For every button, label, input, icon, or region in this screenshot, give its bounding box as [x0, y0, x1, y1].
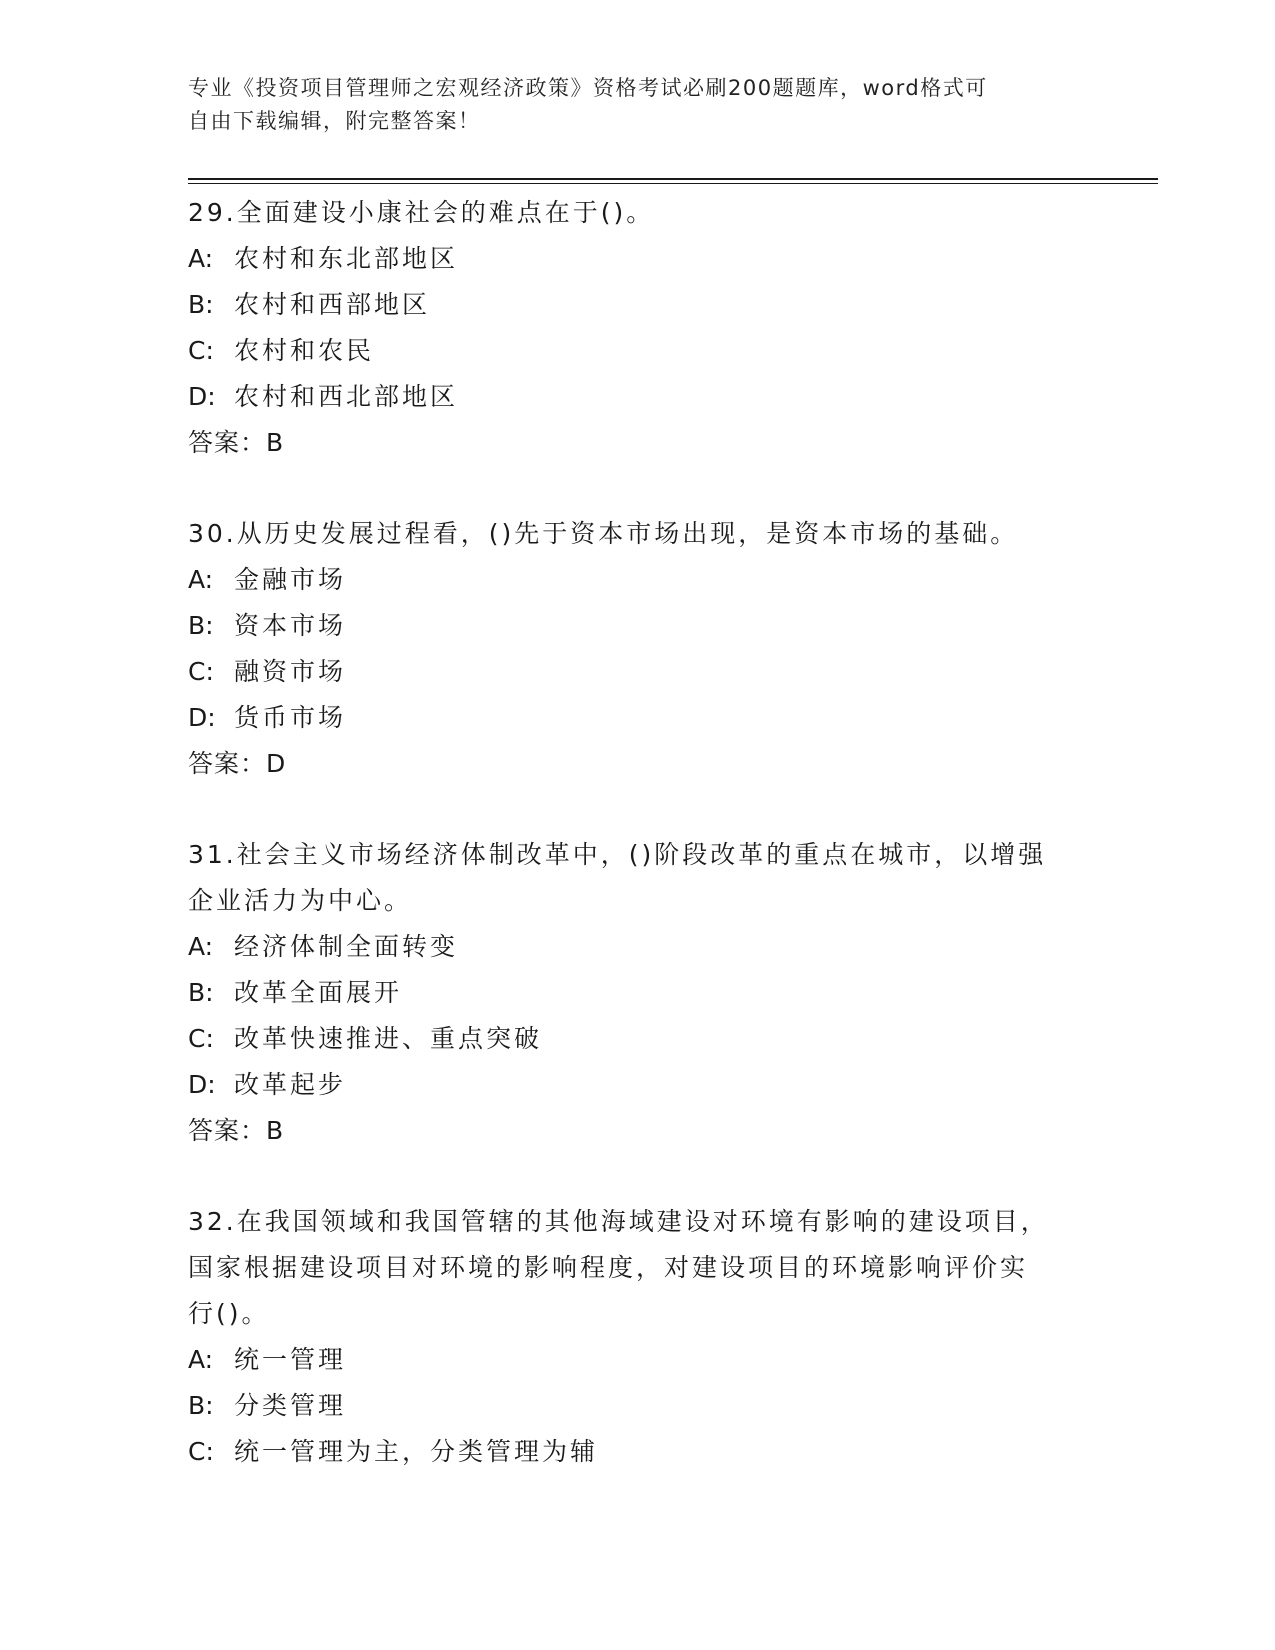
- option-d: [188, 1062, 1088, 1108]
- option-c: [188, 1429, 1088, 1475]
- option-a: [188, 1337, 1088, 1383]
- option-text: 改革快速推进、重点突破: [234, 1024, 543, 1053]
- question-list: [188, 190, 1088, 1475]
- option-text: 经济体制全面转变: [234, 932, 459, 961]
- question-stem-line: 29.全面建设小康社会的难点在于()。: [188, 198, 655, 227]
- option-letter: C:: [188, 1437, 214, 1466]
- option-b: [188, 603, 1088, 649]
- option-letter: B:: [188, 1391, 214, 1420]
- option-d: [188, 695, 1088, 741]
- option-letter: D:: [188, 382, 216, 411]
- option-letter: C:: [188, 657, 214, 686]
- question-32: [188, 1199, 1088, 1475]
- option-text: 农村和农民: [234, 336, 375, 365]
- question-stem-line: 32.在我国领域和我国管辖的其他海域建设对环境有影响的建设项目，: [188, 1207, 1049, 1236]
- option-letter: D:: [188, 703, 216, 732]
- option-a: [188, 236, 1088, 282]
- option-text: 统一管理: [234, 1345, 347, 1374]
- option-letter: B:: [188, 290, 214, 319]
- option-letter: A:: [188, 1345, 214, 1374]
- header-divider-thick: [188, 178, 1158, 180]
- question-stem: [188, 511, 1088, 557]
- question-stem: [188, 1199, 1088, 1337]
- option-letter: A:: [188, 244, 214, 273]
- question-stem-line: 30.从历史发展过程看，()先于资本市场出现，是资本市场的基础。: [188, 519, 1019, 548]
- option-text: 农村和东北部地区: [234, 244, 459, 273]
- option-c: [188, 328, 1088, 374]
- option-a: [188, 924, 1088, 970]
- option-text: 农村和西部地区: [234, 290, 431, 319]
- option-text: 统一管理为主，分类管理为辅: [234, 1437, 599, 1466]
- question-29: [188, 190, 1088, 466]
- question-stem-line: 国家根据建设项目对环境的影响程度，对建设项目的环境影响评价实: [188, 1253, 1029, 1282]
- header-divider-thin: [188, 183, 1158, 184]
- option-b: [188, 970, 1088, 1016]
- option-letter: A:: [188, 932, 214, 961]
- option-b: [188, 1383, 1088, 1429]
- option-b: [188, 282, 1088, 328]
- option-text: 货币市场: [234, 703, 347, 732]
- answer-line: 答案：B: [188, 1116, 285, 1145]
- option-c: [188, 1016, 1088, 1062]
- option-text: 农村和西北部地区: [234, 382, 459, 411]
- option-letter: A:: [188, 565, 214, 594]
- answer-line: 答案：B: [188, 428, 285, 457]
- option-letter: C:: [188, 1024, 214, 1053]
- header-title-line-1: 专业《投资项目管理师之宏观经济政策》资格考试必刷200题题库，word格式可: [188, 76, 988, 100]
- question-31: [188, 832, 1088, 1154]
- option-letter: B:: [188, 978, 214, 1007]
- answer-line: 答案：D: [188, 749, 287, 778]
- question-stem: [188, 832, 1088, 924]
- option-a: [188, 557, 1088, 603]
- option-text: 分类管理: [234, 1391, 347, 1420]
- option-letter: D:: [188, 1070, 216, 1099]
- option-text: 改革全面展开: [234, 978, 403, 1007]
- question-30: [188, 511, 1088, 787]
- option-d: [188, 374, 1088, 420]
- option-text: 改革起步: [234, 1070, 347, 1099]
- question-stem: [188, 190, 1088, 236]
- question-stem-line: 31.社会主义市场经济体制改革中，()阶段改革的重点在城市，以增强: [188, 840, 1047, 869]
- option-c: [188, 649, 1088, 695]
- option-letter: C:: [188, 336, 214, 365]
- question-stem-line: 行()。: [188, 1299, 270, 1328]
- option-text: 金融市场: [234, 565, 347, 594]
- option-letter: B:: [188, 611, 214, 640]
- option-text: 资本市场: [234, 611, 347, 640]
- header-title-line-2: 自由下载编辑，附完整答案！: [188, 109, 481, 133]
- option-text: 融资市场: [234, 657, 347, 686]
- question-stem-line: 企业活力为中心。: [188, 886, 413, 915]
- document-header: [188, 72, 1088, 138]
